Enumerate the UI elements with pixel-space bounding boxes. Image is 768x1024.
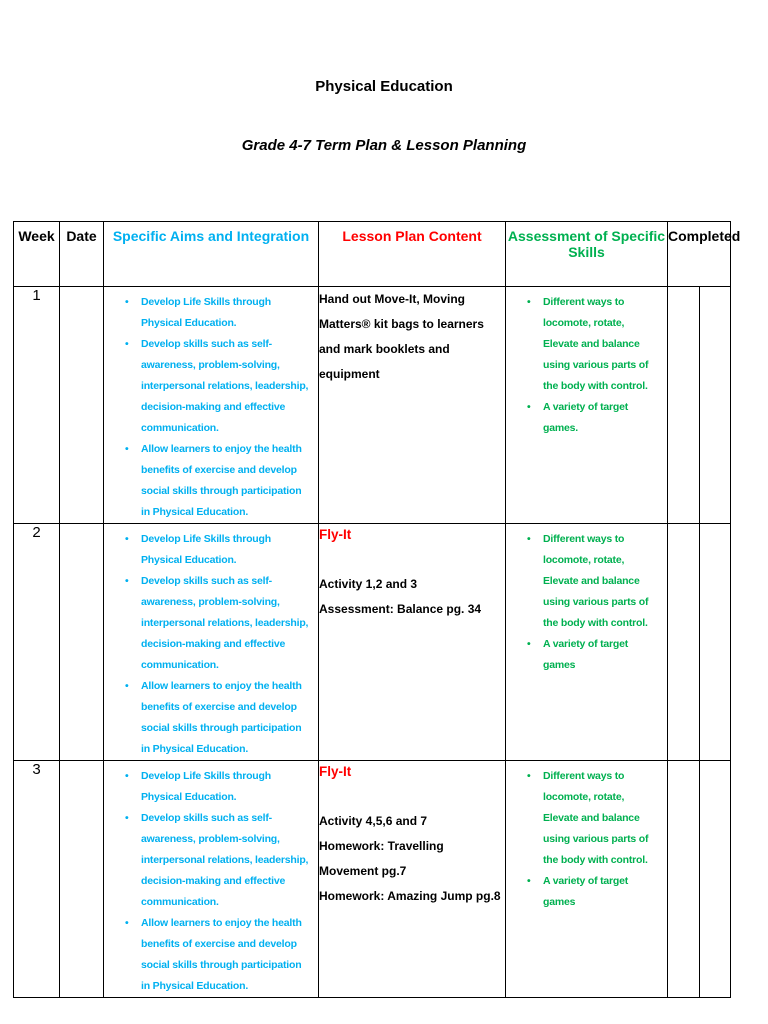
- completed-divider: [699, 761, 700, 997]
- term-plan-table: [13, 221, 741, 998]
- aims-list-item: • Develop Life Skills through Physical Education.: [141, 292, 312, 334]
- lesson-content-cell: [319, 524, 506, 761]
- week-number: 2: [14, 524, 60, 761]
- week-number: 1: [14, 287, 60, 524]
- aims-list-item: • Develop skills such as self-awareness, problem-solving, interpersonal relations, leadership, decision-making and effective communication.: [141, 334, 312, 439]
- aims-list-item: • Develop Life Skills through Physical Education.: [141, 766, 312, 808]
- assessment-list-item: • A variety of target games: [543, 634, 661, 676]
- lesson-content-line: Activity 4,5,6 and 7: [319, 814, 428, 828]
- lesson-content-cell: [319, 287, 506, 524]
- table-header-row: [14, 222, 731, 287]
- assessment-list-item: • A variety of target games: [543, 871, 661, 913]
- lesson-content-cell: [319, 761, 506, 998]
- assessment-cell: [506, 524, 668, 761]
- assessment-cell: [506, 287, 668, 524]
- completed-cell[interactable]: [668, 524, 731, 761]
- date-cell[interactable]: [60, 524, 104, 761]
- aims-cell: [104, 287, 319, 524]
- table-row: [14, 524, 731, 761]
- completed-divider: [699, 524, 700, 760]
- assessment-list-item: • A variety of target games.: [543, 397, 661, 439]
- lesson-content-heading: Fly-It: [319, 764, 352, 779]
- aims-list: [104, 287, 318, 523]
- column-header-assessment: Assessment of Specific Skills: [506, 222, 668, 287]
- assessment-list-item: • Different ways to locomote, rotate, Elevate and balance using various parts of the body with control.: [543, 529, 661, 634]
- column-header-completed: Completed: [668, 222, 731, 287]
- aims-cell: [104, 761, 319, 998]
- completed-cell[interactable]: [668, 761, 731, 998]
- assessment-list: [506, 524, 667, 676]
- aims-list-item: • Allow learners to enjoy the health benefits of exercise and develop social skills through participation in Physical Education.: [141, 913, 312, 997]
- assessment-cell: [506, 761, 668, 998]
- aims-list-item: • Develop skills such as self-awareness, problem-solving, interpersonal relations, leadership, decision-making and effective communication.: [141, 571, 312, 676]
- date-cell[interactable]: [60, 761, 104, 998]
- lesson-content-line: Activity 1,2 and 3: [319, 577, 418, 591]
- column-header-aims: Specific Aims and Integration: [104, 222, 319, 287]
- aims-list-item: • Develop skills such as self-awareness, problem-solving, interpersonal relations, leadership, decision-making and effective communication.: [141, 808, 312, 913]
- aims-list: [104, 524, 318, 760]
- completed-cell[interactable]: [668, 287, 731, 524]
- table-row: [14, 287, 731, 524]
- completed-divider: [699, 287, 700, 523]
- assessment-list-item: • Different ways to locomote, rotate, Elevate and balance using various parts of the body with control.: [543, 292, 661, 397]
- lesson-content-line: Homework: Travelling Movement pg.7: [319, 839, 444, 878]
- column-header-date: Date: [60, 222, 104, 287]
- column-header-content: Lesson Plan Content: [319, 222, 506, 287]
- assessment-list: [506, 287, 667, 439]
- document-subtitle: Grade 4-7 Term Plan & Lesson Planning: [241, 137, 527, 154]
- assessment-list: [506, 761, 667, 913]
- lesson-content-heading: Fly-It: [319, 527, 352, 542]
- assessment-list-item: • Different ways to locomote, rotate, Elevate and balance using various parts of the body with control.: [543, 766, 661, 871]
- column-header-week: Week: [14, 222, 60, 287]
- lesson-content-line: Homework: Amazing Jump pg.8: [319, 889, 501, 903]
- table-row: [14, 761, 731, 998]
- aims-list-item: • Allow learners to enjoy the health benefits of exercise and develop social skills through participation in Physical Education.: [141, 439, 312, 523]
- aims-list-item: • Develop Life Skills through Physical Education.: [141, 529, 312, 571]
- document-title: Physical Education: [315, 78, 453, 95]
- aims-list-item: • Allow learners to enjoy the health benefits of exercise and develop social skills through participation in Physical Education.: [141, 676, 312, 760]
- aims-list: [104, 761, 318, 997]
- week-number: 3: [14, 761, 60, 998]
- lesson-content-line: Assessment: Balance pg. 34: [319, 602, 482, 616]
- lesson-content-line: Hand out Move-It, Moving Matters® kit bags to learners and mark booklets and equipment: [319, 292, 484, 381]
- date-cell[interactable]: [60, 287, 104, 524]
- aims-cell: [104, 524, 319, 761]
